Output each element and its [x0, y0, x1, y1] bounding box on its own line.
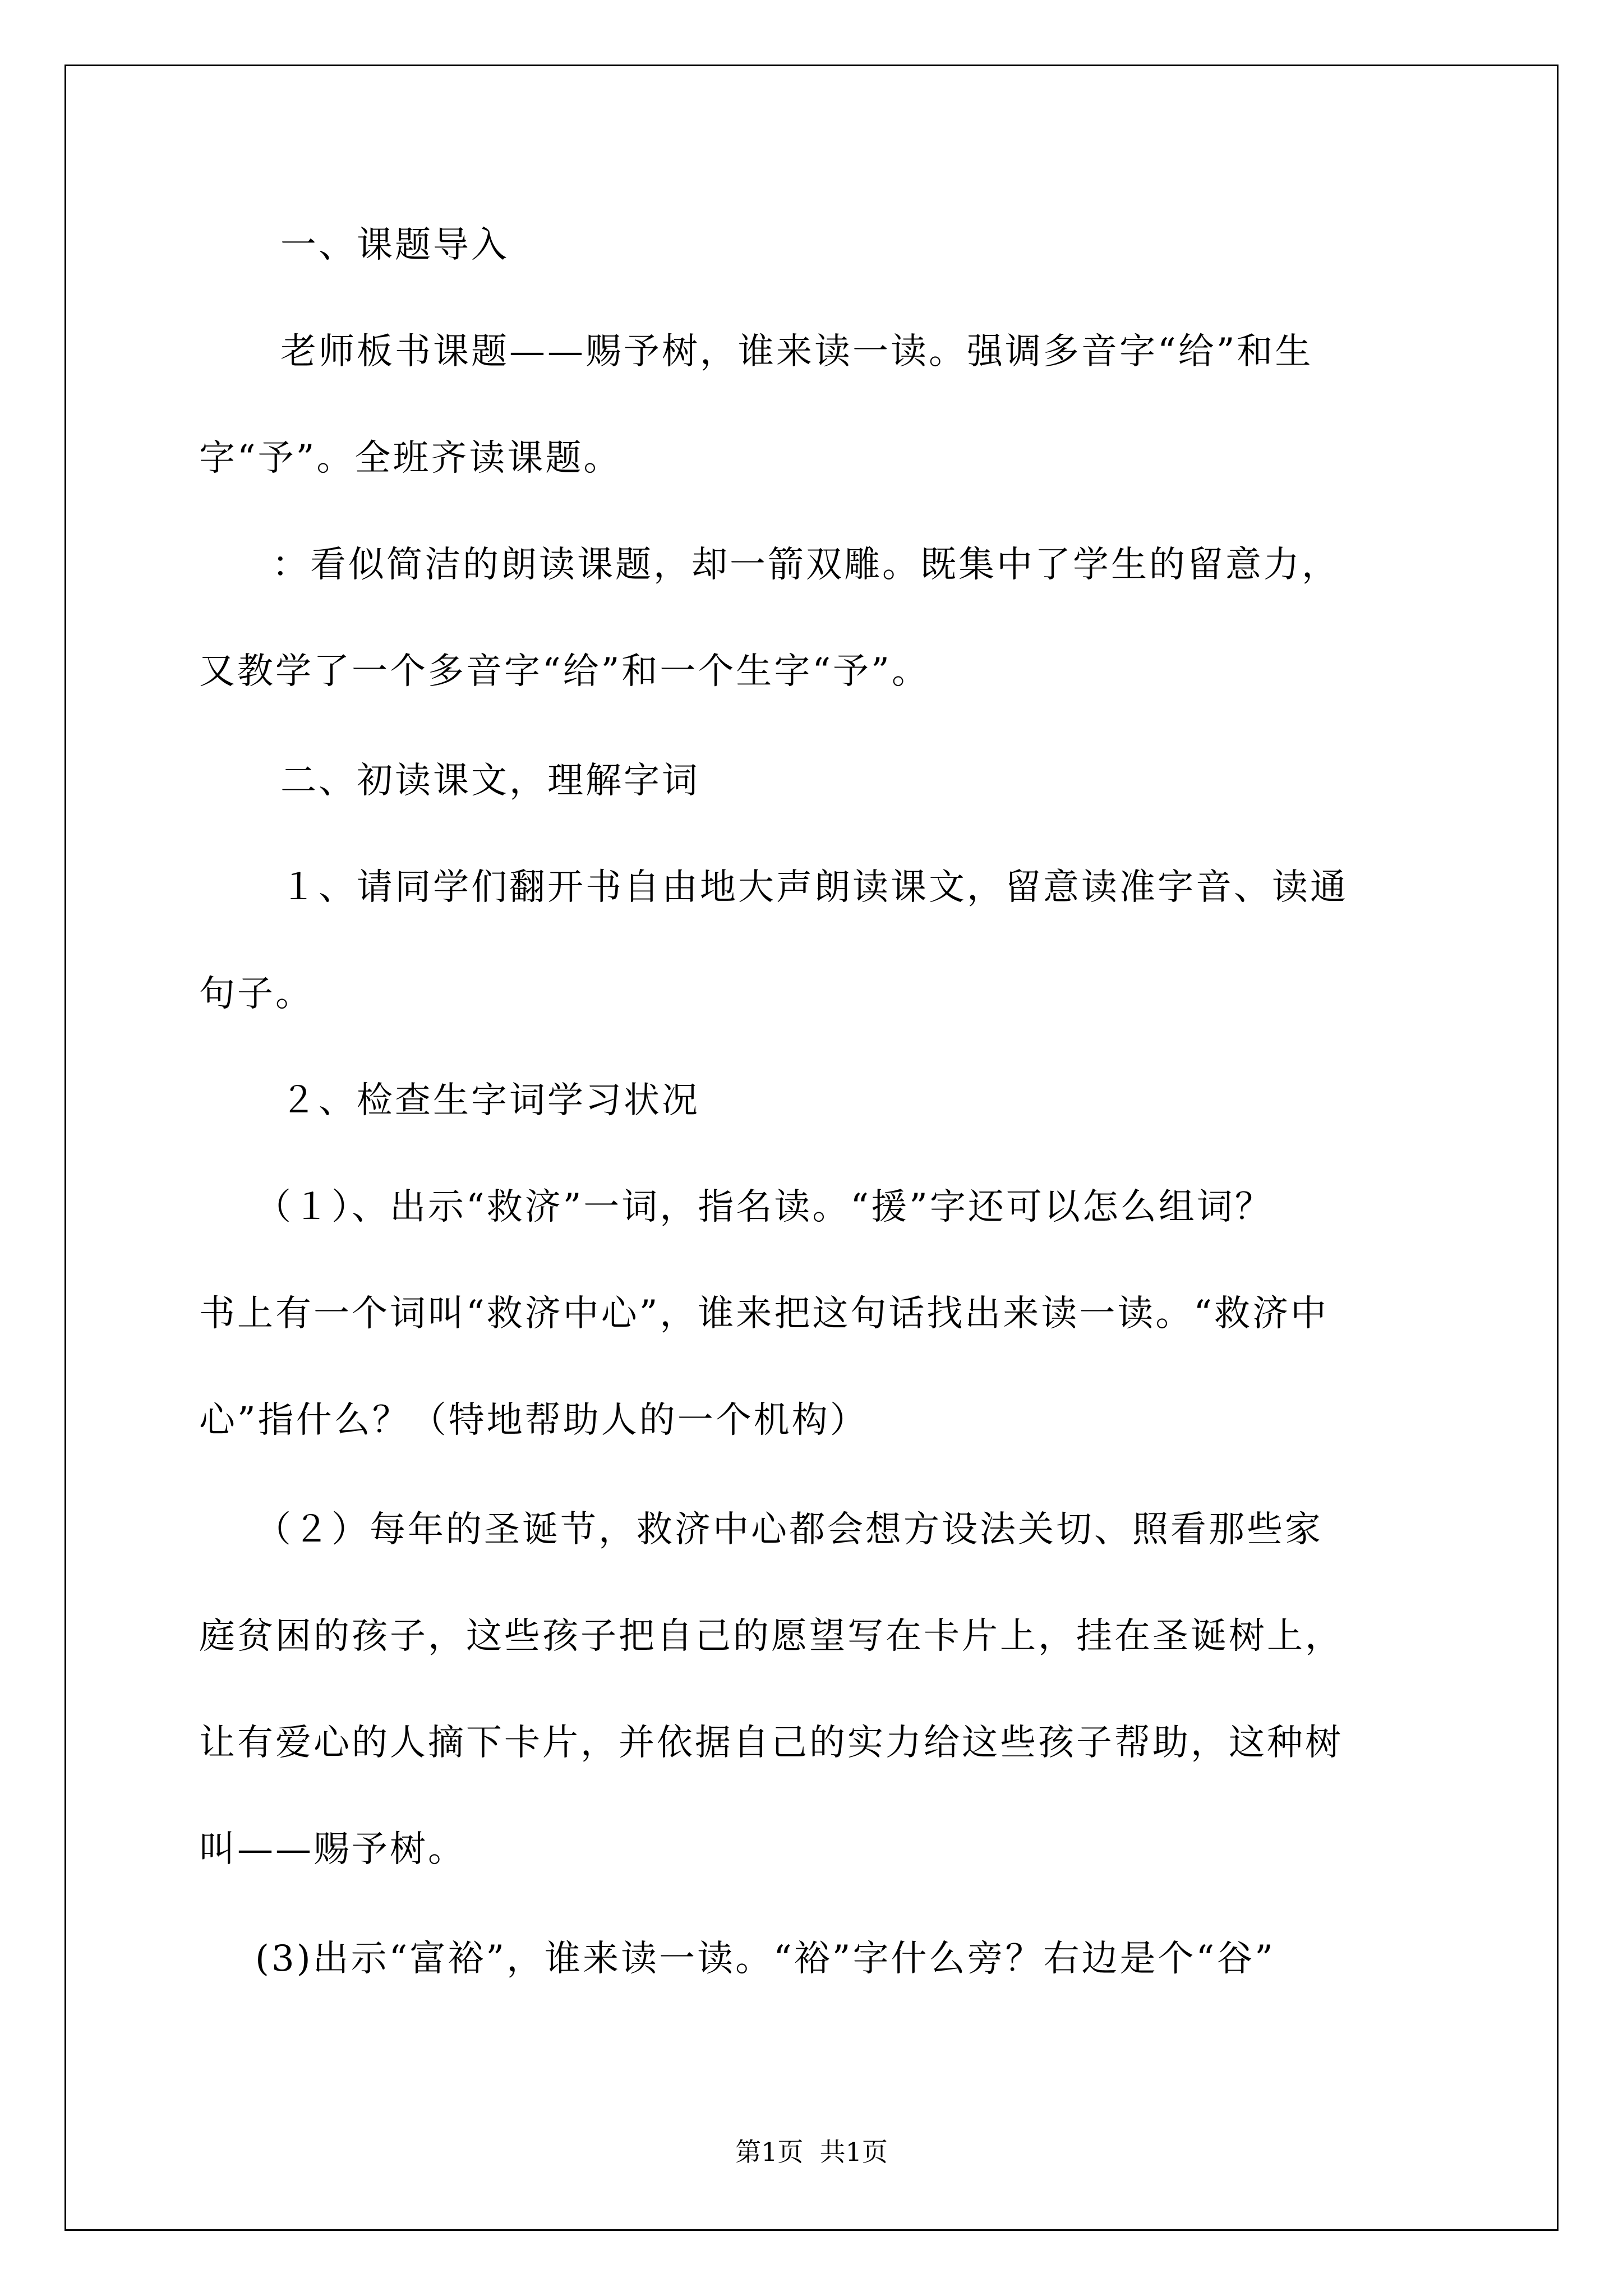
paragraph-line: １、请同学们翻开书自由地大声朗读课文，留意读准字音、读通 [280, 867, 1348, 908]
paragraph-line: ２、检查生字词学习状况 [280, 1080, 700, 1121]
paragraph-line: 庭贫困的孩子，这些孩子把自己的愿望写在卡片上，挂在圣诞树上， [199, 1616, 1343, 1657]
paragraph-line: （１）、出示“救济”一词，指名读。“援”字还可以怎么组词？ [255, 1186, 1273, 1228]
paragraph-line: 句子。 [199, 973, 313, 1015]
page-border [64, 65, 1559, 2231]
paragraph-line: 叫——赐予树。 [199, 1829, 466, 1870]
paragraph-line: 字“予”。全班齐读课题。 [199, 438, 622, 479]
paragraph-line: ：看似简洁的朗读课题，却一箭双雕。既集中了学生的留意力， [272, 544, 1340, 586]
paragraph-line: 让有爱心的人摘下卡片，并依据自己的实力给这些孩子帮助，这种树 [199, 1722, 1343, 1764]
paragraph-line: 又教学了一个多音字“给”和一个生字“予”。 [199, 651, 930, 692]
paragraph-line: 书上有一个词叫“救济中心”，谁来把这句话找出来读一读。“救济中 [199, 1293, 1329, 1335]
page-footer: 第1页 共1页 [735, 2137, 888, 2167]
paragraph-line: 心”指什么？（特地帮助人的一个机构） [199, 1400, 868, 1441]
paragraph-line: （２）每年的圣诞节，救济中心都会想方设法关切、照看那些家 [255, 1509, 1323, 1550]
paragraph-line: (3)出示“富裕”，谁来读一读。“裕”字什么旁？右边是个“谷” [255, 1938, 1275, 1980]
paragraph-line: 老师板书课题——赐予树，谁来读一读。强调多音字“给”和生 [280, 331, 1313, 372]
paragraph-line: 一、课题导入 [280, 224, 509, 266]
paragraph-line: 二、初读课文，理解字词 [280, 760, 700, 802]
